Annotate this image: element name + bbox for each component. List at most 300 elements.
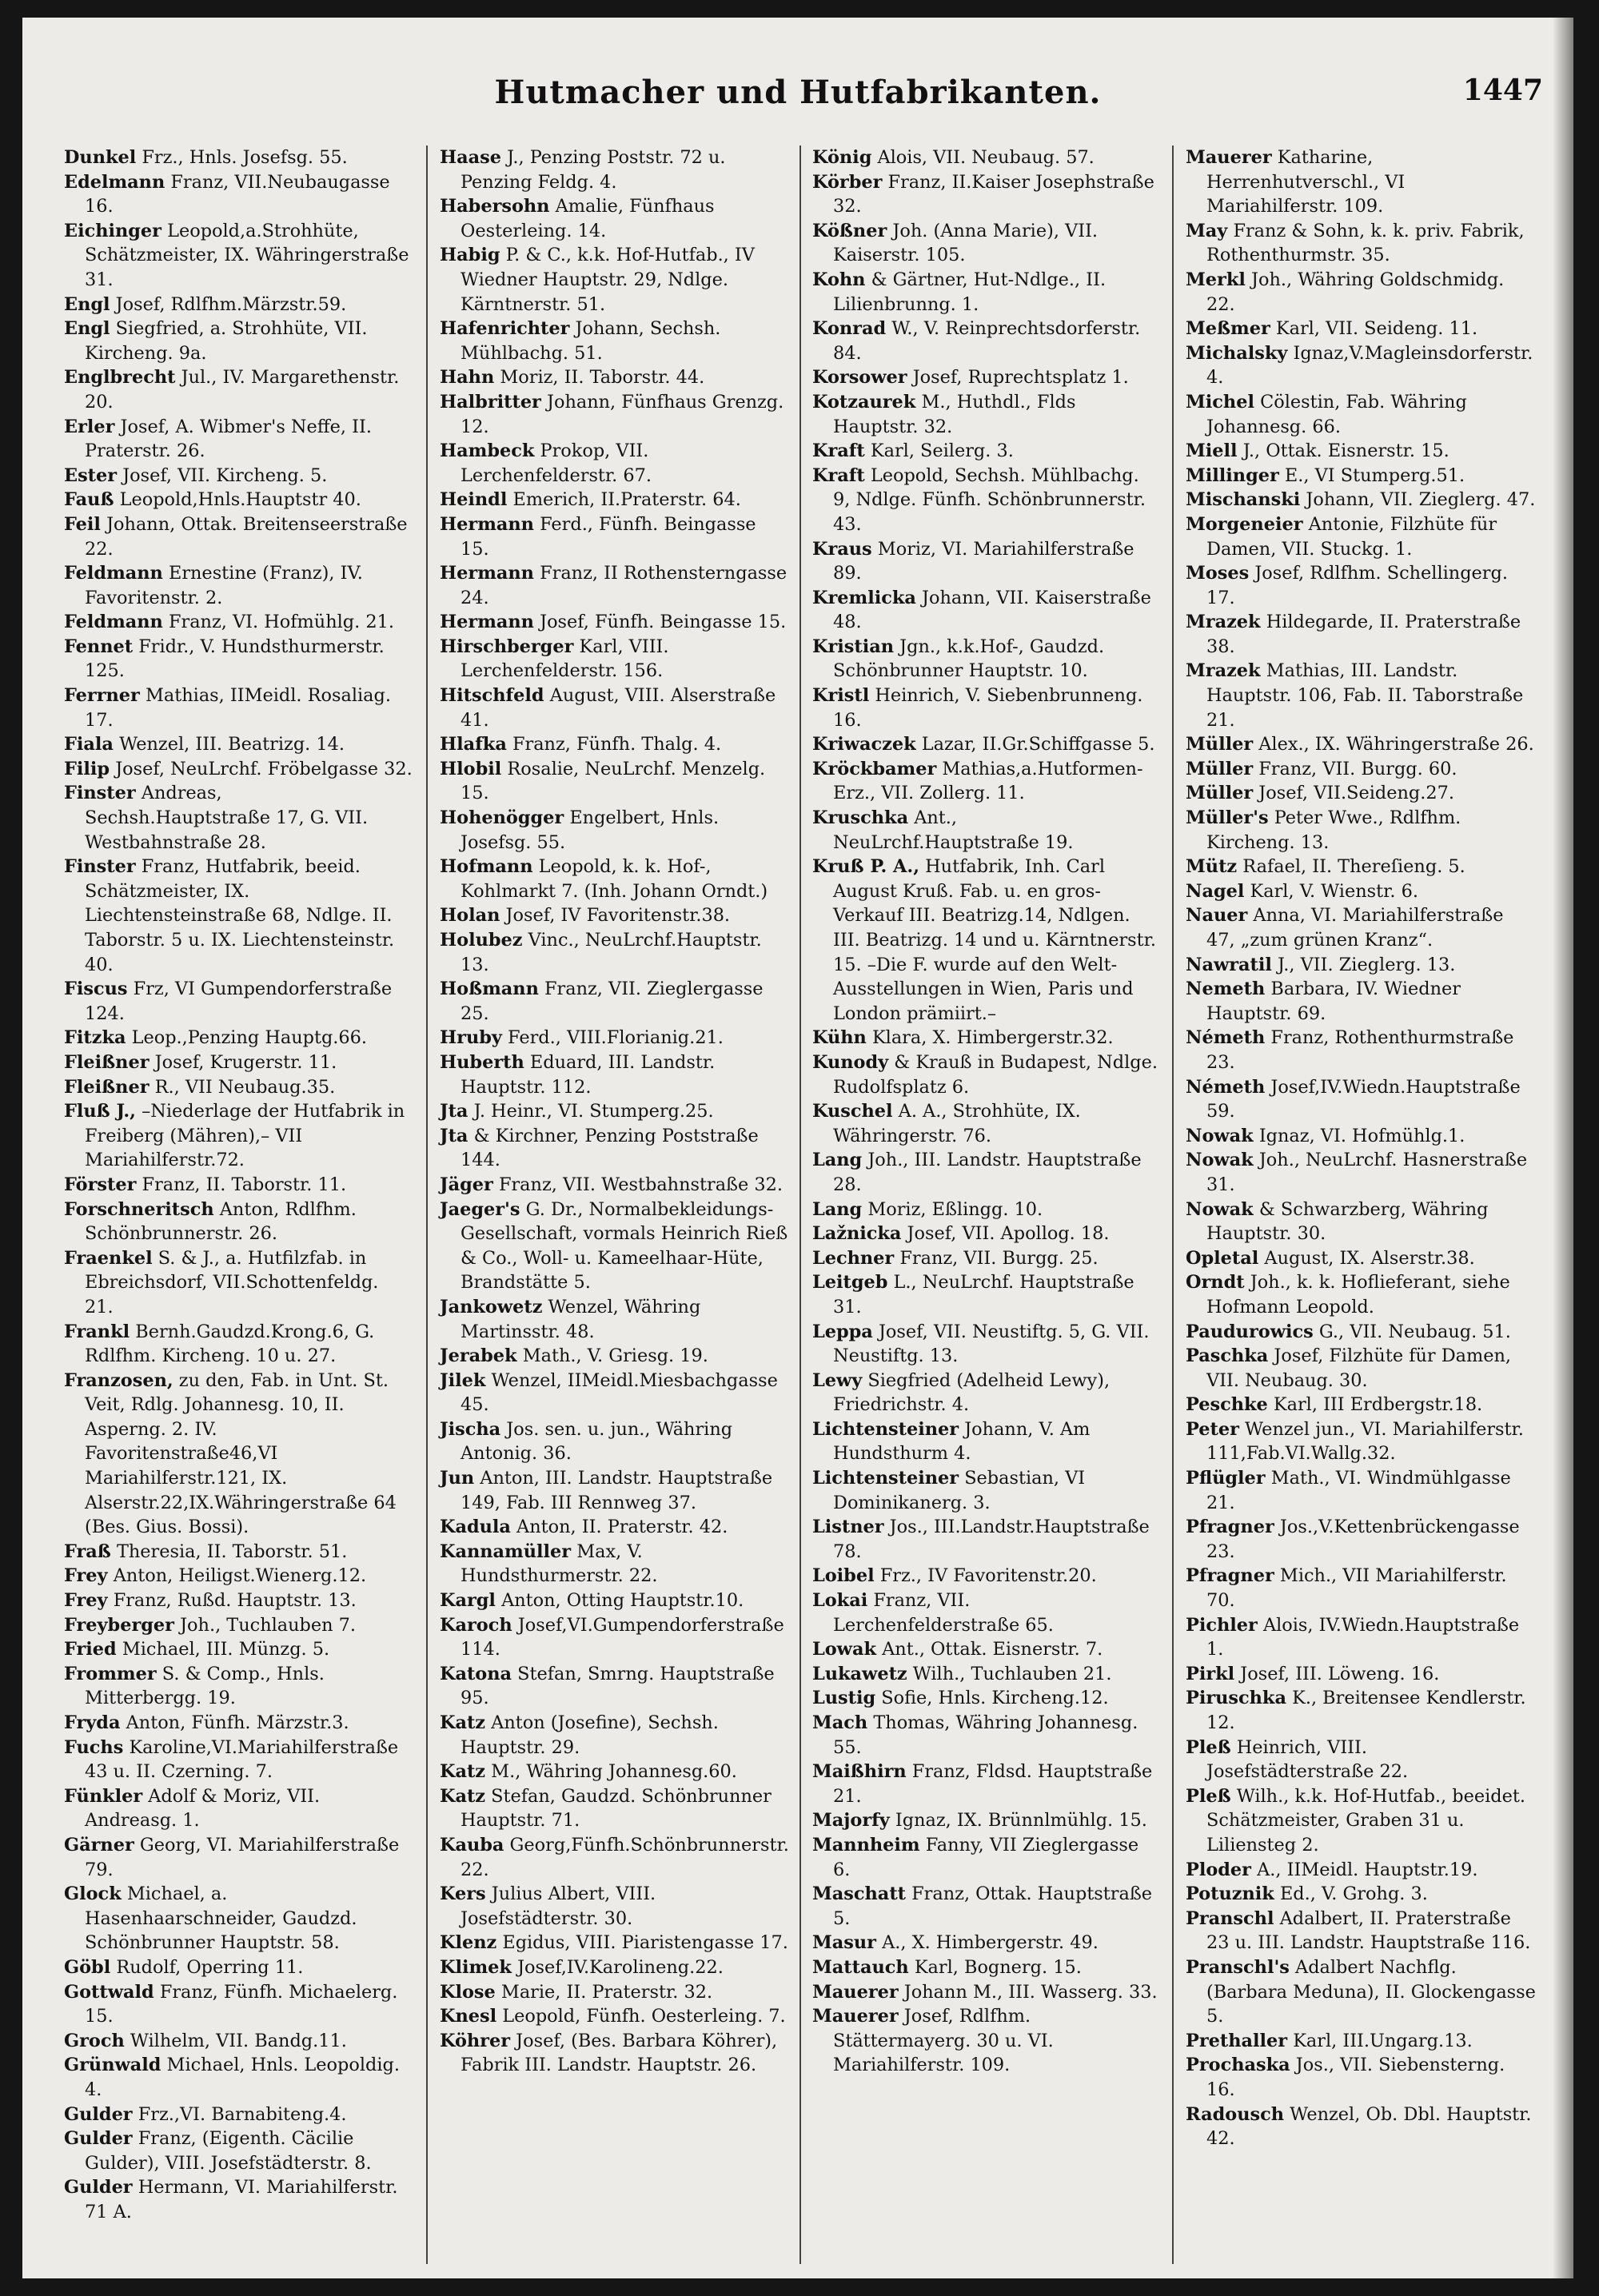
directory-entry xyxy=(64,170,413,219)
entry-name: Kröckbamer xyxy=(812,758,937,779)
entry-details: Joh., NeuLrchf. Hasnerstraße 31. xyxy=(1206,1150,1528,1195)
directory-entry xyxy=(64,635,413,684)
directory-entry xyxy=(812,1026,1161,1050)
entry-details: Rudolf, Operring 11. xyxy=(116,1956,304,1978)
entry-name: Kauba xyxy=(440,1834,504,1856)
entry-details: S. & Comp., Hnls. Mitterbergg. 19. xyxy=(85,1663,325,1709)
entry-name: Gulder xyxy=(64,2177,133,2198)
entry-details: Rosalie, NeuLrchf. Menzelg. 15. xyxy=(461,758,766,804)
directory-entry xyxy=(812,1564,1161,1588)
directory-entry xyxy=(64,1711,413,1736)
entry-details: L., NeuLrchf. Hauptstraße 31. xyxy=(833,1272,1134,1317)
entry-name: Lang xyxy=(812,1198,863,1220)
entry-details: Frz., Hnls. Josefsg. 55. xyxy=(142,147,348,168)
entry-details: J., Ottak. Eisnerstr. 15. xyxy=(1242,440,1449,462)
entry-name: Klimek xyxy=(440,1956,512,1978)
entry-name: Körber xyxy=(812,171,883,193)
directory-entry xyxy=(64,1099,413,1173)
entry-name: Kraft xyxy=(812,464,865,486)
directory-entry xyxy=(440,1466,790,1515)
entry-details: Fanny, VII Zieglergasse 6. xyxy=(833,1834,1139,1880)
entry-name: Korsower xyxy=(812,367,907,389)
entry-name: Kotzaurek xyxy=(812,391,916,413)
entry-name: Fennet xyxy=(64,636,134,657)
column-divider xyxy=(426,145,428,2264)
directory-entry xyxy=(1186,464,1537,488)
entry-name: Franzosen, xyxy=(64,1369,173,1391)
column-1 xyxy=(64,145,413,2224)
entry-details: A. A., Strohhüte, IX. Währingerstr. 76. xyxy=(833,1101,1081,1146)
entry-name: Prethaller xyxy=(1186,2030,1288,2051)
entry-details: zu den, Fab. in Unt. St. Veit, Rdlg. Johannesg. 10, II. Asperng. 2. IV. Favoritenstraße46,VI Mariahilferstr.121, IX. Alserstr.22,IX.Währingerstraße 64 (Bes. Gius. Bossi). xyxy=(85,1369,397,1538)
entry-details: Frz, VI Gumpendorferstraße 124. xyxy=(85,979,393,1024)
entry-name: Frey xyxy=(64,1590,108,1612)
entry-details: Anton, Fünfh. Märzstr.3. xyxy=(126,1712,349,1733)
entry-name: Müller xyxy=(1186,734,1254,755)
entry-name: Pflügler xyxy=(1186,1468,1266,1489)
entry-name: Knesl xyxy=(440,2006,497,2027)
entry-name: Pichler xyxy=(1186,1614,1258,1636)
entry-details: Karl, VIII. Lerchenfelderstr. 156. xyxy=(461,636,669,682)
entry-name: Paschka xyxy=(1186,1345,1269,1367)
entry-details: Jos., VII. Siebensterng. 16. xyxy=(1206,2055,1505,2100)
entry-details: Josef, Rdlfhm. Stättermayerg. 30 u. VI. Mariahilferstr. 109. xyxy=(833,2006,1054,2076)
column-2 xyxy=(440,145,790,2078)
directory-entry xyxy=(812,1760,1161,1808)
directory-entry xyxy=(1186,757,1537,782)
entry-details: Ant., NeuLrchf.Hauptstraße 19. xyxy=(833,807,1074,853)
entry-details: Wenzel, Ob. Dbl. Hauptstr. 42. xyxy=(1206,2103,1532,2150)
entry-details: Karl, Bognerg. 15. xyxy=(914,1956,1082,1978)
entry-details: Alex., IX. Währingerstraße 26. xyxy=(1258,734,1534,755)
page-title: Hutmacher und Hutfabrikanten. xyxy=(494,74,1102,111)
entry-details: Barbara, IV. Wiedner Hauptstr. 69. xyxy=(1206,979,1461,1024)
entry-name: Ester xyxy=(64,464,118,486)
entry-name: Nagel xyxy=(1186,880,1245,902)
directory-entry xyxy=(1186,732,1537,757)
entry-name: Eichinger xyxy=(64,220,161,241)
entry-name: Kruschka xyxy=(812,807,909,829)
entry-details: Johann, V. Am Hundsthurm 4. xyxy=(833,1418,1091,1465)
entry-name: Miell xyxy=(1186,440,1238,462)
directory-entry xyxy=(1186,1393,1537,1417)
entry-details: Anna, VI. Mariahilferstraße 47, „zum grünen Kranz“. xyxy=(1206,905,1504,951)
entry-name: Prochaska xyxy=(1186,2055,1290,2076)
directory-entry xyxy=(64,1613,413,1638)
entry-name: Lustig xyxy=(812,1688,876,1709)
entry-name: Nawratil xyxy=(1186,954,1272,975)
entry-details: Josef, VII. Kircheng. 5. xyxy=(122,464,328,486)
entry-details: Franz, II.Kaiser Josephstraße 32. xyxy=(833,171,1154,217)
entry-details: Mathias, III. Landstr. Hauptstr. 106, Fab. II. Taborstraße 21. xyxy=(1206,660,1524,731)
entry-details: Franz, VII.Neubaugasse 16. xyxy=(85,171,390,217)
directory-entry xyxy=(440,488,790,512)
entry-name: Habig xyxy=(440,245,500,266)
entry-details: & Gärtner, Hut-Ndlge., II. Lilienbrunng. 1. xyxy=(833,269,1107,315)
entry-details: Peter Wwe., Rdlfhm. Kircheng. 13. xyxy=(1206,807,1461,853)
entry-details: Wenzel jun., VI. Mariahilferstr. 111,Fab.VI.Wallg.32. xyxy=(1206,1418,1524,1465)
column-4 xyxy=(1186,145,1537,2151)
directory-entry xyxy=(1186,1026,1537,1074)
entry-name: Erler xyxy=(64,416,115,437)
entry-name: Németh xyxy=(1186,1076,1266,1098)
entry-name: Németh xyxy=(1186,1027,1266,1049)
entry-details: Karl, III Erdbergstr.18. xyxy=(1273,1394,1483,1416)
entry-details: Wenzel, Währing Martinsstr. 48. xyxy=(461,1296,701,1342)
entry-details: Adalbert, II. Praterstraße 23 u. III. Landstr. Hauptstraße 116. xyxy=(1206,1907,1531,1954)
entry-name: Frankl xyxy=(64,1321,130,1342)
entry-name: Moses xyxy=(1186,563,1250,584)
directory-entry xyxy=(440,1931,790,1955)
directory-entry xyxy=(64,1882,413,1955)
directory-entry xyxy=(440,1124,790,1173)
entry-name: Kannamüller xyxy=(440,1541,572,1562)
entry-details: Sofie, Hnls. Kircheng.12. xyxy=(881,1688,1109,1709)
entry-name: Mattauch xyxy=(812,1956,909,1978)
entry-name: Fraenkel xyxy=(64,1247,153,1269)
entry-name: Mach xyxy=(812,1712,868,1733)
entry-details: & Krauß in Budapest, Ndlge. Rudolfsplatz 6. xyxy=(833,1051,1158,1098)
entry-details: Wenzel, IIMeidl.Miesbachgasse 45. xyxy=(461,1369,778,1416)
entry-name: Fünkler xyxy=(64,1785,143,1807)
entry-name: Kers xyxy=(440,1883,486,1905)
entry-details: Jos.,V.Kettenbrückengasse 23. xyxy=(1206,1517,1520,1562)
entry-details: Franz, Hutfabrik, beeid. Schätzmeister, IX. Liechtensteinstraße 68, Ndlge. II. Taborstr. 5 u. IX. Liechtensteinstr. 40. xyxy=(85,856,395,975)
directory-entry xyxy=(64,1955,413,1980)
directory-entry xyxy=(812,439,1161,464)
entry-details: Wilh., k.k. Hof-Hutfab., beeidet. Schätzmeister, Graben 31 u. Liliensteg 2. xyxy=(1206,1785,1525,1856)
directory-entry xyxy=(440,1198,790,1295)
entry-name: Jta xyxy=(440,1101,469,1122)
directory-entry xyxy=(64,1320,413,1369)
entry-details: Antonie, Filzhüte für Damen, VII. Stuckg. 1. xyxy=(1206,513,1497,560)
entry-name: Mischanski xyxy=(1186,489,1301,511)
entry-details: Siegfried (Adelheid Lewy), Friedrichstr. 4. xyxy=(833,1369,1111,1416)
directory-entry xyxy=(1186,806,1537,855)
directory-entry xyxy=(812,390,1161,439)
directory-entry xyxy=(64,1173,413,1198)
entry-name: Pranschl xyxy=(1186,1907,1274,1929)
entry-details: S. & J., a. Hutfilzfab. in Ebreichsdorf, VII.Schottenfeldg. 21. xyxy=(85,1247,379,1317)
entry-details: Engelbert, Hnls. Josefsg. 55. xyxy=(461,807,720,853)
entry-details: Josef, (Bes. Barbara Köhrer), Fabrik III. Landstr. Hauptstr. 26. xyxy=(461,2030,778,2076)
directory-entry xyxy=(440,1588,790,1613)
directory-entry xyxy=(1186,879,1537,904)
entry-details: Siegfried, a. Strohhüte, VII. Kircheng. 9a. xyxy=(85,318,368,364)
directory-entry xyxy=(440,1540,790,1588)
entry-name: Leppa xyxy=(812,1321,873,1342)
entry-details: Johann, VII. Kaiserstraße 48. xyxy=(833,587,1151,633)
entry-details: Leopold,Hnls.Hauptstr 40. xyxy=(119,489,361,511)
entry-details: Mathias, IIMeidl. Rosaliag. 17. xyxy=(85,685,391,731)
entry-name: Kargl xyxy=(440,1590,496,1612)
entry-name: Fleißner xyxy=(64,1051,150,1073)
directory-entry xyxy=(1186,781,1537,806)
directory-entry xyxy=(1186,1858,1537,1883)
entry-details: Ferd., Fünfh. Beingasse 15. xyxy=(461,513,756,560)
entry-details: Cölestin, Fab. Währing Johannesg. 66. xyxy=(1206,391,1467,437)
directory-entry xyxy=(64,1246,413,1320)
directory-entry xyxy=(812,1588,1161,1637)
entry-name: Fiscus xyxy=(64,979,128,1000)
directory-entry xyxy=(440,1833,790,1882)
directory-entry xyxy=(64,1026,413,1050)
directory-entry xyxy=(440,390,790,439)
entry-name: Meßmer xyxy=(1186,318,1270,340)
entry-name: Hahn xyxy=(440,367,495,389)
entry-details: Franz, (Eigenth. Cäcilie Gulder), VIII. Josefstädterstr. 8. xyxy=(85,2128,372,2174)
entry-details: Joh., k. k. Hoflieferant, siehe Hofmann Leopold. xyxy=(1206,1272,1510,1317)
directory-entry xyxy=(64,732,413,757)
directory-entry xyxy=(64,512,413,561)
entry-name: Filip xyxy=(64,758,110,779)
entry-name: Maschatt xyxy=(812,1883,907,1905)
entry-details: Josef, A. Wibmer's Neffe, II. Praterstr. 26. xyxy=(85,416,372,462)
directory-entry xyxy=(440,1980,790,2005)
entry-name: Katz xyxy=(440,1761,486,1783)
directory-entry xyxy=(64,317,413,365)
directory-entry xyxy=(440,1760,790,1784)
entry-name: Masur xyxy=(812,1932,876,1954)
entry-details: Karl, III.Ungarg.13. xyxy=(1293,2030,1473,2051)
entry-details: Josef, Filzhüte für Damen, VII. Neubaug. 30. xyxy=(1206,1345,1512,1391)
entry-name: Hermann xyxy=(440,612,534,633)
entry-details: Marie, II. Praterstr. 32. xyxy=(500,1981,713,2003)
entry-details: M., Währing Johannesg.60. xyxy=(491,1761,737,1783)
entry-details: Vinc., NeuLrchf.Hauptstr. 13. xyxy=(461,930,762,975)
entry-name: Hafenrichter xyxy=(440,318,570,340)
directory-entry xyxy=(1186,1515,1537,1564)
directory-entry xyxy=(440,1173,790,1198)
entry-name: Lang xyxy=(812,1150,863,1171)
entry-details: Franz, Fünfh. Michaelerg. 15. xyxy=(85,1981,398,2027)
directory-entry xyxy=(440,806,790,855)
entry-name: Gulder xyxy=(64,2128,133,2150)
entry-name: Müller's xyxy=(1186,807,1269,829)
entry-name: Mütz xyxy=(1186,856,1238,878)
entry-name: Kristian xyxy=(812,636,895,657)
entry-name: Kühn xyxy=(812,1027,867,1049)
entry-details: Joh., Währing Goldschmidg. 22. xyxy=(1206,269,1505,315)
entry-details: Josef,VI.Gumpendorferstraße 114. xyxy=(461,1614,784,1660)
entry-details: J., VII. Zieglerg. 13. xyxy=(1278,954,1456,975)
entry-details: Anton, II. Praterstr. 42. xyxy=(516,1517,728,1538)
entry-details: Michael, a. Hasenhaarschneider, Gaudzd. Schönbrunner Hauptstr. 58. xyxy=(85,1883,357,1954)
directory-entry xyxy=(440,512,790,561)
directory-entry xyxy=(812,732,1161,757)
entry-details: Jgn., k.k.Hof-, Gaudzd. Schönbrunner Hauptstr. 10. xyxy=(833,636,1105,682)
directory-entry xyxy=(440,243,790,317)
entry-details: Josef,IV.Karolineng.22. xyxy=(517,1956,724,1978)
entry-name: May xyxy=(1186,220,1228,241)
entry-details: Josef,IV.Wiedn.Hauptstraße 59. xyxy=(1206,1076,1521,1122)
entry-name: Mannheim xyxy=(812,1834,920,1856)
entry-details: Johann, Ottak. Breitenseerstraße 22. xyxy=(85,513,408,560)
entry-name: Jaeger's xyxy=(440,1198,520,1220)
directory-entry xyxy=(1186,1466,1537,1515)
entry-name: Englbrecht xyxy=(64,367,176,389)
directory-entry xyxy=(64,145,413,170)
entry-name: Fuchs xyxy=(64,1736,124,1758)
entry-name: Hermann xyxy=(440,513,534,535)
entry-name: Freyberger xyxy=(64,1614,174,1636)
directory-entry xyxy=(1186,1662,1537,1687)
directory-entry xyxy=(812,757,1161,806)
entry-name: Gärner xyxy=(64,1834,134,1856)
entry-details: Franz, Rußd. Hauptstr. 13. xyxy=(113,1590,357,1612)
entry-name: Potuznik xyxy=(1186,1883,1274,1905)
directory-entry xyxy=(812,365,1161,390)
entry-name: Gulder xyxy=(64,2103,133,2125)
directory-entry xyxy=(812,219,1161,268)
directory-entry xyxy=(64,1833,413,1882)
entry-name: Groch xyxy=(64,2030,125,2051)
entry-details: Franz, VII. Lerchenfelderstraße 65. xyxy=(833,1590,1054,1636)
directory-entry xyxy=(1186,610,1537,659)
directory-entry xyxy=(64,219,413,293)
entry-name: Mauerer xyxy=(1186,147,1272,168)
entry-details: Moriz, Eßlingg. 10. xyxy=(867,1198,1043,1220)
directory-entry xyxy=(440,1613,790,1662)
directory-entry xyxy=(1186,1320,1537,1345)
entry-details: Karoline,VI.Mariahilferstraße 43 u. II. Czerning. 7. xyxy=(85,1736,399,1783)
entry-name: Maißhirn xyxy=(812,1761,907,1783)
entry-details: Egidus, VIII. Piaristengasse 17. xyxy=(502,1932,788,1954)
entry-details: Franz, Rothenthurmstraße 23. xyxy=(1206,1027,1514,1073)
entry-details: Adolf & Moriz, VII. Andreasg. 1. xyxy=(85,1785,321,1832)
directory-entry xyxy=(812,145,1161,170)
column-divider xyxy=(1172,145,1174,2264)
entry-details: Math., V. Griesg. 19. xyxy=(522,1345,708,1367)
entry-name: Hermann xyxy=(440,563,534,584)
entry-name: Kraft xyxy=(812,440,865,462)
directory-entry xyxy=(1186,659,1537,732)
directory-entry xyxy=(440,928,790,977)
entry-name: Ploder xyxy=(1186,1859,1251,1880)
directory-entry xyxy=(440,1295,790,1344)
directory-entry xyxy=(812,1662,1161,1687)
directory-entry xyxy=(812,855,1161,1026)
entry-name: Konrad xyxy=(812,318,887,340)
entry-details: Rafael, II. Thereſieng. 5. xyxy=(1242,856,1465,878)
entry-details: Ernestine (Franz), IV. Favoritenstr. 2. xyxy=(85,563,363,608)
directory-entry xyxy=(812,684,1161,732)
entry-name: Lokai xyxy=(812,1590,868,1612)
entry-details: Franz, Fünfh. Thalg. 4. xyxy=(512,734,722,755)
entry-details: Ant., Ottak. Eisnerstr. 7. xyxy=(882,1639,1103,1660)
directory-entry xyxy=(812,1246,1161,1271)
entry-name: Mrazek xyxy=(1186,660,1261,682)
directory-entry xyxy=(440,757,790,806)
entry-details: Franz, II. Taborstr. 11. xyxy=(142,1174,347,1195)
entry-details: Jos. sen. u. jun., Währing Antonig. 36. xyxy=(461,1418,733,1465)
entry-name: Klenz xyxy=(440,1932,497,1954)
entry-details: Stefan, Gaudzd. Schönbrunner Hauptstr. 71. xyxy=(461,1785,772,1832)
entry-name: Kraus xyxy=(812,538,872,560)
directory-entry xyxy=(1186,2029,1537,2054)
entry-name: Engl xyxy=(64,293,110,315)
entry-name: Frommer xyxy=(64,1663,157,1684)
directory-entry xyxy=(64,1662,413,1711)
directory-entry xyxy=(1186,977,1537,1026)
entry-details: Jul., IV. Margarethenstr. 20. xyxy=(85,367,400,413)
entry-name: Kruß P. A., xyxy=(812,856,920,878)
directory-entry xyxy=(440,317,790,365)
directory-entry xyxy=(440,977,790,1026)
entry-details: Wilhelm, VII. Bandg.11. xyxy=(130,2030,347,2051)
directory-entry xyxy=(812,1931,1161,1955)
entry-name: Edelmann xyxy=(64,171,165,193)
directory-entry xyxy=(64,1980,413,2029)
directory-entry xyxy=(1186,2053,1537,2102)
entry-details: Johann, Fünfhaus Grenzg. 12. xyxy=(461,391,784,437)
entry-name: Fried xyxy=(64,1639,117,1660)
entry-details: Wenzel, III. Beatrizg. 14. xyxy=(119,734,345,755)
directory-entry xyxy=(440,1026,790,1050)
entry-name: Nauer xyxy=(1186,905,1248,927)
entry-name: Jerabek xyxy=(440,1345,517,1367)
entry-name: Jankowetz xyxy=(440,1296,543,1317)
entry-name: Pfragner xyxy=(1186,1517,1274,1538)
entry-details: Max, V. Hundsthurmerstr. 22. xyxy=(461,1541,658,1587)
entry-details: Ignaz, VI. Hofmühlg.1. xyxy=(1258,1125,1465,1146)
entry-details: J., Penzing Poststr. 72 u. Penzing Feldg. 4. xyxy=(461,147,726,193)
entry-name: Lichtensteiner xyxy=(812,1468,959,1489)
entry-details: Leopold, Sechsh. Mühlbachg. 9, Ndlge. Fünfh. Schönbrunnerstr. 43. xyxy=(833,464,1146,535)
entry-name: Hitschfeld xyxy=(440,685,544,707)
entry-name: Lowak xyxy=(812,1639,876,1660)
entry-name: Lukawetz xyxy=(812,1663,907,1684)
entry-name: Fleißner xyxy=(64,1076,150,1098)
entry-details: Johann M., III. Wasserg. 33. xyxy=(903,1981,1158,2003)
directory-entry xyxy=(64,2127,413,2175)
entry-name: Hlafka xyxy=(440,734,507,755)
directory-entry xyxy=(64,757,413,782)
entry-details: Ed., V. Grohg. 3. xyxy=(1279,1883,1428,1905)
entry-name: Huberth xyxy=(440,1051,524,1073)
entry-name: Listner xyxy=(812,1517,884,1538)
entry-name: Mrazek xyxy=(1186,612,1261,633)
directory-entry xyxy=(440,1099,790,1124)
entry-details: Franz, VI. Hofmühlg. 21. xyxy=(168,612,394,633)
directory-entry xyxy=(1186,903,1537,952)
entry-name: Merkl xyxy=(1186,269,1246,290)
directory-entry xyxy=(1186,219,1537,268)
directory-entry xyxy=(440,2029,790,2078)
entry-name: Radousch xyxy=(1186,2103,1285,2125)
directory-entry xyxy=(1186,1344,1537,1393)
entry-details: Josef, III. Löweng. 16. xyxy=(1240,1663,1440,1684)
entry-name: Hohenögger xyxy=(440,807,564,829)
entry-details: W., V. Reinprechtsdorferstr. 84. xyxy=(833,318,1141,364)
entry-details: Frz., IV Favoritenstr.20. xyxy=(879,1565,1097,1587)
entry-name: Heindl xyxy=(440,489,508,511)
directory-entry xyxy=(1186,145,1537,219)
directory-entry xyxy=(64,781,413,855)
entry-name: Dunkel xyxy=(64,147,137,168)
entry-name: Jilek xyxy=(440,1369,486,1391)
entry-name: Hirschberger xyxy=(440,636,574,657)
directory-entry xyxy=(1186,1907,1537,1955)
directory-entry xyxy=(1186,1417,1537,1466)
directory-entry xyxy=(812,1050,1161,1099)
entry-details: Josef, VII.Seideng.27. xyxy=(1258,783,1454,804)
directory-entry xyxy=(812,806,1161,855)
entry-details: Adalbert Nachflg. (Barbara Meduna), II. Glockengasse 5. xyxy=(1206,1956,1536,2027)
entry-details: Mathias,a.Hutformen-Erz., VII. Zollerg. 11. xyxy=(833,758,1143,804)
entry-name: Köhrer xyxy=(440,2030,511,2051)
directory-entry xyxy=(1186,488,1537,512)
